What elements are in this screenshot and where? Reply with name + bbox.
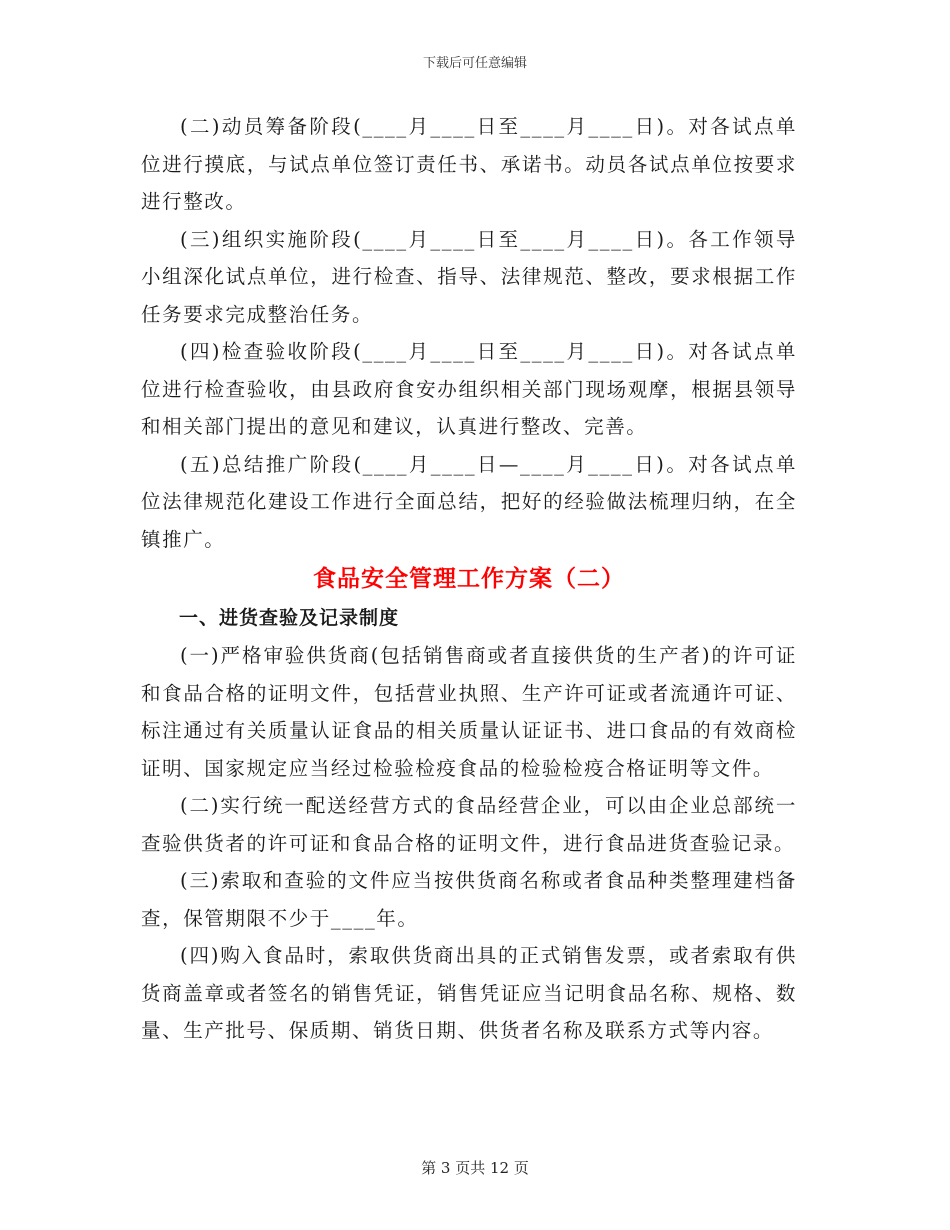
document-body (141, 108, 797, 1050)
paragraph-mobilization-stage: (二)动员筹备阶段(____月____日至____月____日)。对各试点单位进行摸底，与试点单位签订责任书、承诺书。动员各试点单位按要求进行整改。 (141, 115, 797, 213)
paragraph-purchase-invoice: (四)购入食品时，索取供货商出具的正式销售发票，或者索取有供货商盖章或者签名的销售凭证，销售凭证应当记明食品名称、规格、数量、生产批号、保质期、销货日期、供货者名称及联系方式等内容。 (141, 944, 797, 1042)
paragraph-archiving: (三)索取和查验的文件应当按供货商名称或者食品种类整理建档备查，保管期限不少于____年。 (141, 869, 797, 930)
paragraph-supplier-verification: (一)严格审验供货商(包括销售商或者直接供货的生产者)的许可证和食品合格的证明文件，包括营业执照、生产许可证或者流通许可证、标注通过有关质量认证食品的相关质量认证证书、进口食品的有效商检证明、国家规定应当经过检验检疫食品的检验检疫合格证明等文件。 (141, 644, 797, 780)
section-heading: 一、进货查验及记录制度 (179, 607, 400, 629)
page-footer: 第 3 页共 12 页 (421, 1159, 529, 1177)
paragraph-implementation-stage: (三)组织实施阶段(____月____日至____月____日)。各工作领导小组深化试点单位，进行检查、指导、法律规范、整改，要求根据工作任务要求完成整治任务。 (141, 227, 797, 326)
paragraph-summary-stage: (五)总结推广阶段(____月____日—____月____日)。对各试点单位法律规范化建设工作进行全面总结，把好的经验做法梳理归纳，在全镇推广。 (141, 452, 797, 551)
page-header: 下载后可任意编辑 (422, 56, 527, 71)
paragraph-inspection-stage: (四)检查验收阶段(____月____日至____月____日)。对各试点单位进行检查验收，由县政府食安办组织相关部门现场观摩，根据县领导和相关部门提出的意见和建议，认真进行整改、完善。 (141, 340, 797, 438)
section-title: 食品安全管理工作方案（二） (313, 566, 625, 592)
paragraph-unified-distribution: (二)实行统一配送经营方式的食品经营企业，可以由企业总部统一查验供货者的许可证和食品合格的证明文件，进行食品进货查验记录。 (141, 794, 797, 855)
